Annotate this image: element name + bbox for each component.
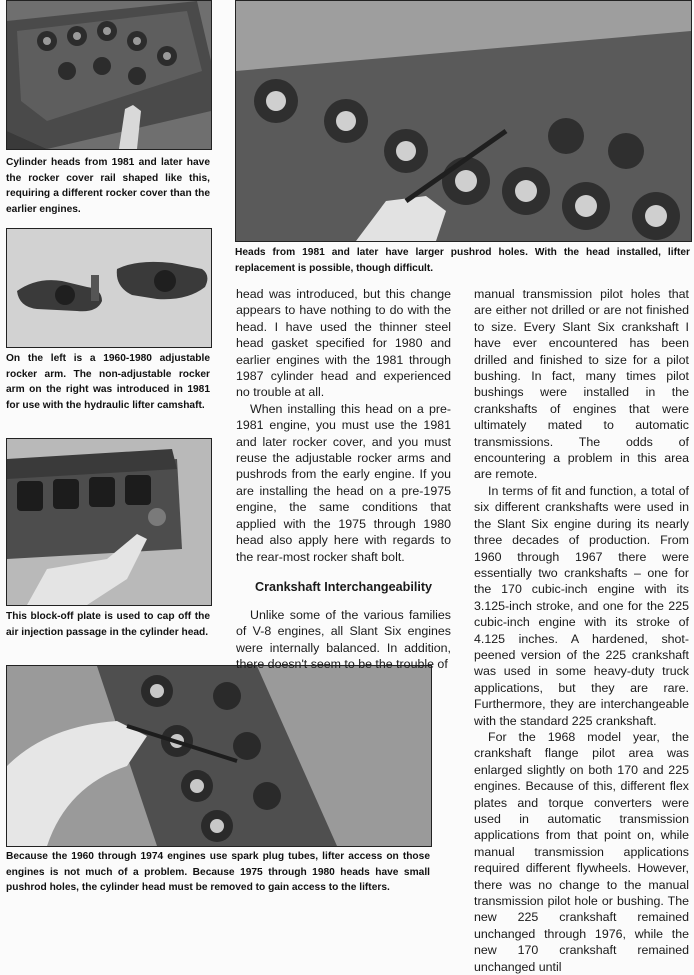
right-paragraph-1: manual transmission pilot holes that are either not drilled or are not finished to size. Every Slant Six crankshaft I have ever encountered has been drilled and finished to size for a pilot bushing. In fact, many times pilot bushings were installed in the crankshafts of engines that were ultimately mated to automatic transmissions. The odds of encountering a problem in this area are remote. bbox=[474, 287, 689, 482]
pushrod-holes-image bbox=[236, 1, 691, 241]
caption-rocker-cover-rail: Cylinder heads from 1981 and later have the rocker cover rail shaped like this, requiring a different rocker cover than the earlier engines. bbox=[6, 157, 210, 215]
photo-pushrod-holes bbox=[235, 0, 692, 242]
middle-paragraph-2: When installing this head on a pre-1981 engine, you must use the 1981 and later rocker cover, and you must reuse the adjustable rocker arms and pushrods from the early engine. If you are installing the head on a pre-1975 engine, the same conditions that applied with the 1975 through 1980 head also apply here with regards to the rear-most rocker shaft bolt. bbox=[236, 401, 451, 564]
block-off-plate-image bbox=[7, 439, 211, 605]
photo-rocker-cover-rail bbox=[6, 0, 212, 150]
caption-block-off-plate: This block-off plate is used to cap off the air injection passage in the cylinder head. bbox=[6, 611, 210, 638]
middle-paragraph-3: Unlike some of the various families of V-8 engines, all Slant Six engines were internally balanced. In addition, there doesn't seem to be the trouble of bbox=[236, 607, 451, 672]
lifter-access-image bbox=[7, 666, 431, 846]
middle-text-column bbox=[236, 286, 451, 673]
photo-block-off-plate bbox=[6, 438, 212, 606]
photo-lifter-access bbox=[6, 665, 432, 847]
photo-rocker-arms bbox=[6, 228, 212, 348]
caption-rocker-arms: On the left is a 1960-1980 adjustable rocker arm. The non-adjustable rocker arm on the right was introduced in 1981 for use with the hydraulic lifter camshaft. bbox=[6, 353, 210, 411]
rocker-arms-image bbox=[7, 229, 211, 347]
right-paragraph-3: For the 1968 model year, the crankshaft flange pilot area was enlarged slightly on both 170 and 225 engines. Because of this, different flex plates and torque converters were used in automatic transmission applications from that point on, while manual transmission applications required different flywheels. However, there was no change to the manual transmission pilot hole or bushing. The new 225 crankshaft remained unchanged through 1976, while the new 170 crankshaft remained unchanged until bbox=[474, 729, 689, 974]
middle-paragraph-1: head was introduced, but this change appears to have nothing to do with the head. I have used the thinner steel head gasket specified for 1980 and earlier engines with the 1981 through 1987 cylinder head and experienced no trouble at all. bbox=[236, 287, 451, 400]
caption-lifter-access: Because the 1960 through 1974 engines use spark plug tubes, lifter access on those engines is not much of a problem. Because 1975 through 1980 heads have small pushrod holes, the cylinder head must be removed to gain access to the lifters. bbox=[6, 851, 430, 893]
right-text-column bbox=[474, 286, 689, 975]
right-paragraph-2: In terms of fit and function, a total of six different crankshafts were used in the Slant Six engine during its nearly three decades of production. From 1960 through 1967 there were essentially two crankshafts – one for the 170 cubic-inch engine with its 3.125-inch stroke, and one for the 225 cubic-inch engine with its stroke of 4.125 inches. A hardened, shot-peened version of the 225 crankshaft was used in some heavy-duty truck applications, but they are rare. Furthermore, they are interchangeable with the standard 225 crankshaft. bbox=[474, 483, 689, 728]
caption-pushrod-holes: Heads from 1981 and later have larger pushrod holes. With the head installed, lifter replacement is possible, though difficult. bbox=[235, 247, 690, 274]
cylinder-head-image bbox=[7, 1, 211, 149]
section-heading-crankshaft: Crankshaft Interchangeability bbox=[254, 579, 433, 594]
